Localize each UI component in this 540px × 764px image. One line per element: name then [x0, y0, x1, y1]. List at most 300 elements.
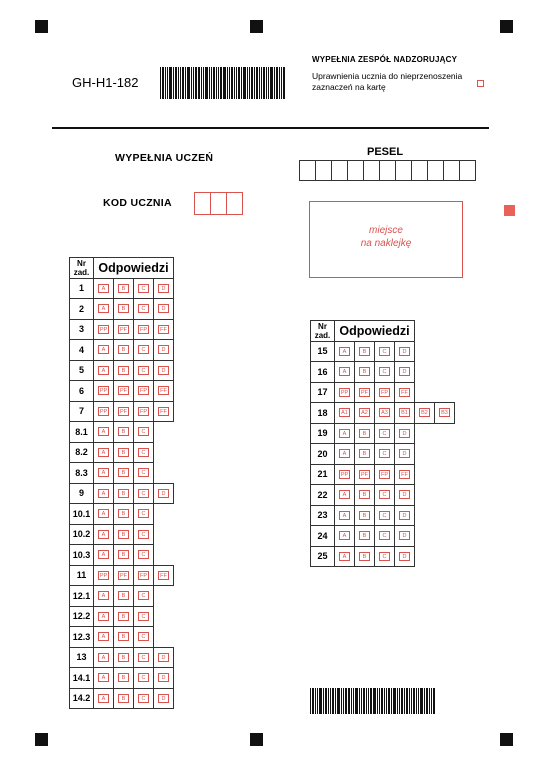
- answer-option-box[interactable]: D: [399, 347, 410, 356]
- answer-cell: [355, 382, 375, 403]
- barcode-bar: [236, 67, 237, 99]
- answer-option-box[interactable]: A: [98, 632, 109, 641]
- header-task-number: [311, 321, 335, 342]
- answer-option-box[interactable]: B: [118, 694, 129, 703]
- barcode-bar: [418, 688, 419, 714]
- task-number: 18: [311, 403, 335, 424]
- answer-option-box[interactable]: B: [118, 509, 129, 518]
- barcode-bar: [401, 688, 403, 714]
- answer-cell: [134, 442, 154, 463]
- answer-option-box[interactable]: C: [138, 509, 149, 518]
- answer-cell: [114, 401, 134, 422]
- answer-cell: [94, 299, 114, 320]
- barcode-bar: [370, 688, 372, 714]
- answer-option-box[interactable]: A: [98, 673, 109, 682]
- answer-option-box[interactable]: C: [138, 530, 149, 539]
- barcode-bar: [345, 688, 347, 714]
- answer-table-left: [69, 257, 174, 709]
- answer-option-box[interactable]: B3: [439, 408, 450, 417]
- empty-cell: [435, 526, 455, 547]
- answer-option-box[interactable]: PP: [340, 389, 349, 396]
- task-number: 13: [70, 647, 94, 668]
- answer-option-box[interactable]: D: [399, 449, 410, 458]
- answer-option-box[interactable]: B: [359, 449, 370, 458]
- answer-option-box[interactable]: FP: [380, 471, 389, 478]
- answer-option-box[interactable]: FF: [399, 388, 410, 397]
- barcode-bar: [399, 688, 400, 714]
- pesel-digit-box[interactable]: [427, 160, 444, 181]
- answer-cell: [134, 688, 154, 709]
- empty-cell: [435, 505, 455, 526]
- answer-cell: [154, 299, 174, 320]
- answer-cell: [154, 565, 174, 586]
- answer-cell: [114, 504, 134, 525]
- answer-cell: [134, 668, 154, 689]
- barcode-bar: [359, 688, 360, 714]
- answer-cell: [335, 464, 355, 485]
- answer-cell: [134, 627, 154, 648]
- pesel-digit-box[interactable]: [347, 160, 364, 181]
- barcode-bar: [261, 67, 262, 99]
- answer-option-box[interactable]: A: [339, 449, 350, 458]
- kod-digit-box[interactable]: [194, 192, 211, 215]
- barcode-bar: [276, 67, 278, 99]
- answer-option-box[interactable]: FP: [139, 326, 148, 333]
- answer-row: [311, 403, 455, 424]
- answer-option-box[interactable]: PF: [119, 326, 128, 333]
- barcode-bar: [274, 67, 275, 99]
- barcode-bar: [343, 688, 344, 714]
- answer-row: [70, 504, 174, 525]
- answer-option-box[interactable]: C: [138, 284, 149, 293]
- answer-cell: [375, 362, 395, 383]
- answer-option-box[interactable]: A: [98, 612, 109, 621]
- answer-option-box[interactable]: C: [138, 591, 149, 600]
- barcode-bar: [223, 67, 226, 99]
- answer-option-box[interactable]: B: [359, 490, 370, 499]
- answer-cell: [94, 668, 114, 689]
- answer-cell: [335, 505, 355, 526]
- task-number: 8.3: [70, 463, 94, 484]
- answer-cell: [134, 381, 154, 402]
- answer-row: [311, 546, 455, 567]
- answer-option-box[interactable]: A: [98, 550, 109, 559]
- answer-row: [70, 278, 174, 299]
- barcode-bar: [351, 688, 352, 714]
- answer-option-box[interactable]: A: [98, 591, 109, 600]
- answer-option-box[interactable]: A: [339, 490, 350, 499]
- barcode-bar: [411, 688, 412, 714]
- answer-option-box[interactable]: A: [98, 427, 109, 436]
- task-number: 24: [311, 526, 335, 547]
- answer-option-box[interactable]: C: [138, 468, 149, 477]
- answer-option-box[interactable]: A: [339, 531, 350, 540]
- answer-option-box[interactable]: B: [118, 612, 129, 621]
- answer-cell: [94, 463, 114, 484]
- barcode-bar: [220, 67, 222, 99]
- answer-option-box[interactable]: A: [98, 304, 109, 313]
- answer-option-box[interactable]: B: [118, 530, 129, 539]
- answer-option-box[interactable]: C: [138, 694, 149, 703]
- task-number: 8.2: [70, 442, 94, 463]
- answer-option-box[interactable]: D: [399, 531, 410, 540]
- barcode-bar: [162, 67, 164, 99]
- answer-option-box[interactable]: A: [339, 429, 350, 438]
- answer-option-box[interactable]: D: [158, 694, 169, 703]
- answer-cell: [395, 403, 415, 424]
- answer-cell: [114, 319, 134, 340]
- answer-cell: [134, 545, 154, 566]
- empty-cell: [154, 422, 174, 443]
- barcode-bar: [416, 688, 417, 714]
- answer-option-box[interactable]: A: [98, 509, 109, 518]
- answer-option-box[interactable]: D: [158, 304, 169, 313]
- task-number: 4: [70, 340, 94, 361]
- answer-option-box[interactable]: D: [399, 367, 410, 376]
- barcode-bar: [178, 67, 179, 99]
- answer-option-box[interactable]: A2: [359, 408, 370, 417]
- answer-option-box[interactable]: C: [138, 345, 149, 354]
- barcode-bar: [165, 67, 166, 99]
- registration-mark-bottom-left: [35, 733, 48, 746]
- answer-cell: [134, 524, 154, 545]
- answer-option-box[interactable]: B1: [399, 408, 410, 417]
- kod-digit-box[interactable]: [210, 192, 227, 215]
- answer-cell: [335, 341, 355, 362]
- registration-mark-bottom-center: [250, 733, 263, 746]
- barcode-bar: [238, 67, 240, 99]
- answer-option-box[interactable]: FF: [158, 407, 169, 416]
- answer-option-box[interactable]: PP: [99, 326, 108, 333]
- answer-option-box[interactable]: FF: [399, 470, 410, 479]
- answer-option-box[interactable]: A: [339, 511, 350, 520]
- header-answers: Odpowiedzi: [335, 321, 415, 342]
- answer-cell: [94, 565, 114, 586]
- answer-option-box[interactable]: A: [98, 468, 109, 477]
- answer-option-box[interactable]: B: [118, 448, 129, 457]
- answer-option-box[interactable]: A: [98, 345, 109, 354]
- pesel-digit-box[interactable]: [411, 160, 428, 181]
- answer-row: [70, 524, 174, 545]
- answer-cell: [435, 403, 455, 424]
- answer-row: [311, 505, 455, 526]
- answer-option-box[interactable]: PF: [360, 471, 369, 478]
- answer-option-box[interactable]: C: [379, 347, 390, 356]
- answer-row: [70, 299, 174, 320]
- empty-cell: [415, 382, 435, 403]
- answer-option-box[interactable]: PP: [340, 471, 349, 478]
- pesel-input[interactable]: [300, 160, 476, 181]
- empty-cell: [154, 545, 174, 566]
- answer-option-box[interactable]: B: [118, 284, 129, 293]
- answer-option-box[interactable]: A1: [339, 408, 350, 417]
- answer-cell: [335, 444, 355, 465]
- answer-option-box[interactable]: B: [118, 427, 129, 436]
- task-number: 25: [311, 546, 335, 567]
- answer-option-box[interactable]: A: [98, 284, 109, 293]
- barcode-bar: [182, 67, 184, 99]
- answer-option-box[interactable]: D: [399, 552, 410, 561]
- pesel-digit-box[interactable]: [299, 160, 316, 181]
- barcode-bar: [315, 688, 316, 714]
- answer-cell: [134, 360, 154, 381]
- barcode-bar: [377, 688, 378, 714]
- pesel-digit-box[interactable]: [395, 160, 412, 181]
- pesel-digit-box[interactable]: [331, 160, 348, 181]
- pesel-digit-box[interactable]: [379, 160, 396, 181]
- barcode-bar: [429, 688, 430, 714]
- answer-row: [311, 444, 455, 465]
- committee-title: WYPEŁNIA ZESPÓŁ NADZORUJĄCY: [312, 55, 458, 64]
- answer-option-box[interactable]: D: [399, 511, 410, 520]
- answer-option-box[interactable]: B2: [419, 408, 430, 417]
- barcode-bar: [193, 67, 194, 99]
- header-nr-label: Nr: [318, 321, 327, 331]
- barcode-bar: [391, 688, 392, 714]
- barcode-bar: [201, 67, 202, 99]
- answer-option-box[interactable]: A: [98, 448, 109, 457]
- barcode-bar: [227, 67, 228, 99]
- answer-cell: [355, 362, 375, 383]
- barcode-bar: [198, 67, 200, 99]
- barcode-bar: [348, 688, 350, 714]
- registration-mark-bottom-right: [500, 733, 513, 746]
- answer-option-box[interactable]: A: [98, 653, 109, 662]
- answer-option-box[interactable]: D: [399, 490, 410, 499]
- barcode-bar: [368, 688, 369, 714]
- answer-cell: [114, 483, 134, 504]
- answer-cell: [94, 360, 114, 381]
- answer-option-box[interactable]: B: [118, 653, 129, 662]
- answer-row: [70, 319, 174, 340]
- answer-option-box[interactable]: C: [138, 550, 149, 559]
- answer-option-box[interactable]: FF: [158, 571, 169, 580]
- answer-cell: [335, 485, 355, 506]
- empty-cell: [415, 526, 435, 547]
- answer-option-box[interactable]: D: [158, 489, 169, 498]
- answer-option-box[interactable]: C: [138, 632, 149, 641]
- answer-cell: [94, 586, 114, 607]
- answer-option-box[interactable]: C: [138, 366, 149, 375]
- answer-option-box[interactable]: FF: [158, 325, 169, 334]
- header-nr-label: Nr: [77, 258, 86, 268]
- barcode-bar: [325, 688, 327, 714]
- answer-row: [70, 463, 174, 484]
- answer-option-box[interactable]: B: [359, 511, 370, 520]
- answer-option-box[interactable]: C: [379, 490, 390, 499]
- answer-option-box[interactable]: A: [98, 366, 109, 375]
- answer-option-box[interactable]: B: [359, 552, 370, 561]
- pesel-digit-box[interactable]: [315, 160, 332, 181]
- answer-option-box[interactable]: A: [98, 694, 109, 703]
- answer-option-box[interactable]: PP: [99, 572, 108, 579]
- answer-option-box[interactable]: C: [138, 653, 149, 662]
- answer-option-box[interactable]: B: [118, 366, 129, 375]
- answer-cell: [355, 505, 375, 526]
- answer-option-box[interactable]: PF: [119, 408, 128, 415]
- answer-option-box[interactable]: FP: [139, 388, 148, 395]
- answer-option-box[interactable]: FP: [139, 572, 148, 579]
- task-number: 17: [311, 382, 335, 403]
- answer-option-box[interactable]: C: [138, 673, 149, 682]
- marker-square: [504, 205, 515, 216]
- task-number: 10.2: [70, 524, 94, 545]
- answer-option-box[interactable]: FF: [158, 386, 169, 395]
- answer-cell: [335, 382, 355, 403]
- answer-cell: [114, 668, 134, 689]
- answer-option-box[interactable]: C: [379, 552, 390, 561]
- barcode-bar: [406, 688, 408, 714]
- answer-option-box[interactable]: B: [359, 347, 370, 356]
- answer-option-box[interactable]: B: [359, 367, 370, 376]
- answer-option-box[interactable]: A: [339, 347, 350, 356]
- answer-cell: [114, 442, 134, 463]
- answer-option-box[interactable]: A3: [379, 408, 390, 417]
- answer-cell: [114, 299, 134, 320]
- answer-option-box[interactable]: A: [339, 367, 350, 376]
- answer-option-box[interactable]: B: [359, 429, 370, 438]
- kod-label: KOD UCZNIA: [103, 197, 172, 209]
- answer-option-box[interactable]: A: [98, 530, 109, 539]
- answer-cell: [114, 586, 134, 607]
- answer-option-box[interactable]: D: [158, 284, 169, 293]
- barcode-bar: [323, 688, 324, 714]
- answer-cell: [94, 504, 114, 525]
- answer-option-box[interactable]: PF: [360, 389, 369, 396]
- answer-cell: [154, 668, 174, 689]
- kod-input[interactable]: [195, 192, 243, 215]
- answer-option-box[interactable]: B: [118, 673, 129, 682]
- answer-cell: [134, 463, 154, 484]
- answer-option-box[interactable]: PF: [119, 388, 128, 395]
- empty-cell: [435, 321, 455, 342]
- task-number: 12.2: [70, 606, 94, 627]
- student-fill-label: WYPEŁNIA UCZEŃ: [115, 152, 214, 164]
- answer-option-box[interactable]: C: [379, 429, 390, 438]
- pesel-digit-box[interactable]: [363, 160, 380, 181]
- answer-option-box[interactable]: D: [158, 673, 169, 682]
- barcode-bar: [251, 67, 253, 99]
- barcode-bar: [281, 67, 282, 99]
- answer-option-box[interactable]: A: [98, 489, 109, 498]
- answer-option-box[interactable]: C: [138, 427, 149, 436]
- answer-option-box[interactable]: D: [399, 429, 410, 438]
- answer-option-box[interactable]: B: [359, 531, 370, 540]
- answer-cell: [375, 505, 395, 526]
- answer-cell: [114, 278, 134, 299]
- answer-option-box[interactable]: FP: [380, 389, 389, 396]
- answer-cell: [154, 278, 174, 299]
- answer-option-box[interactable]: B: [118, 468, 129, 477]
- kod-digit-box[interactable]: [226, 192, 243, 215]
- answer-row: [70, 647, 174, 668]
- empty-cell: [415, 444, 435, 465]
- answer-cell: [134, 504, 154, 525]
- task-number: 14.2: [70, 688, 94, 709]
- answer-option-box[interactable]: D: [158, 345, 169, 354]
- answer-cell: [395, 546, 415, 567]
- barcode-bar: [363, 688, 365, 714]
- answer-option-box[interactable]: B: [118, 304, 129, 313]
- answer-option-box[interactable]: B: [118, 489, 129, 498]
- answer-option-box[interactable]: D: [158, 366, 169, 375]
- answer-option-box[interactable]: C: [138, 304, 149, 313]
- answer-option-box[interactable]: C: [379, 511, 390, 520]
- barcode-bar: [256, 67, 258, 99]
- barcode-bar: [216, 67, 217, 99]
- answer-cell: [134, 299, 154, 320]
- answer-cell: [134, 586, 154, 607]
- empty-cell: [435, 382, 455, 403]
- answer-option-box[interactable]: B: [118, 345, 129, 354]
- barcode-bar: [203, 67, 204, 99]
- answer-option-box[interactable]: PF: [119, 572, 128, 579]
- task-number: 20: [311, 444, 335, 465]
- barcode-bar: [259, 67, 260, 99]
- answer-option-box[interactable]: FP: [139, 408, 148, 415]
- answer-option-box[interactable]: B: [118, 632, 129, 641]
- header-divider: [52, 127, 489, 129]
- empty-cell: [154, 606, 174, 627]
- answer-option-box[interactable]: B: [118, 550, 129, 559]
- barcode-bar: [337, 688, 340, 714]
- barcode-bar: [268, 67, 269, 99]
- pesel-digit-box[interactable]: [443, 160, 460, 181]
- committee-checkbox[interactable]: [477, 80, 484, 87]
- answer-option-box[interactable]: B: [118, 591, 129, 600]
- committee-description: Uprawnienia ucznia do nieprzenoszenia zaznaczeń na kartę: [312, 71, 463, 92]
- barcode-bar: [187, 67, 190, 99]
- answer-option-box[interactable]: C: [138, 448, 149, 457]
- empty-cell: [435, 464, 455, 485]
- barcode-bar: [381, 688, 383, 714]
- answer-cell: [94, 606, 114, 627]
- answer-option-box[interactable]: PP: [99, 388, 108, 395]
- answer-option-box[interactable]: C: [138, 612, 149, 621]
- barcode-bar: [328, 688, 329, 714]
- answer-option-box[interactable]: A: [339, 552, 350, 561]
- empty-cell: [415, 505, 435, 526]
- answer-option-box[interactable]: PP: [99, 408, 108, 415]
- answer-cell: [114, 381, 134, 402]
- answer-option-box[interactable]: C: [379, 449, 390, 458]
- answer-cell: [395, 444, 415, 465]
- answer-option-box[interactable]: C: [379, 531, 390, 540]
- answer-cell: [114, 360, 134, 381]
- answer-option-box[interactable]: C: [138, 489, 149, 498]
- barcode-bar: [175, 67, 177, 99]
- barcode-bar: [167, 67, 168, 99]
- answer-cell: [94, 483, 114, 504]
- barcode-bar: [353, 688, 354, 714]
- answer-option-box[interactable]: C: [379, 367, 390, 376]
- answer-option-box[interactable]: D: [158, 653, 169, 662]
- task-number: 9: [70, 483, 94, 504]
- answer-cell: [94, 545, 114, 566]
- answer-cell: [335, 403, 355, 424]
- answer-cell: [355, 526, 375, 547]
- empty-cell: [435, 362, 455, 383]
- barcode-bar: [393, 688, 396, 714]
- barcode-bar: [397, 688, 398, 714]
- empty-cell: [435, 546, 455, 567]
- answer-row: [70, 668, 174, 689]
- barcode-bottom: [310, 688, 435, 714]
- barcode-bar: [234, 67, 235, 99]
- pesel-digit-box[interactable]: [459, 160, 476, 181]
- answer-cell: [395, 423, 415, 444]
- header-zad-label: zad.: [314, 330, 331, 340]
